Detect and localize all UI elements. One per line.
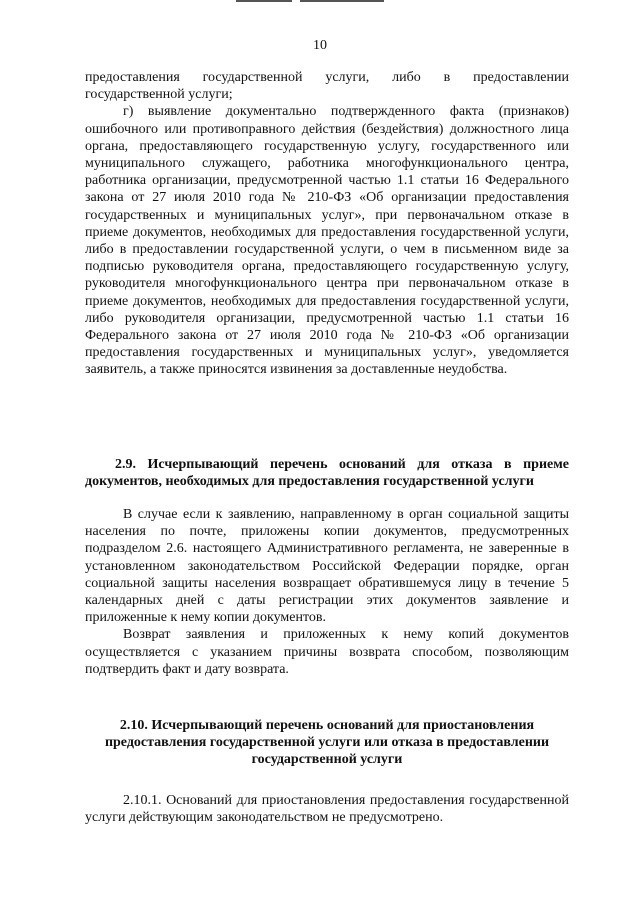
section-2-9-paragraph-2: Возврат заявления и приложенных к нему копий документов осуществляется с указанием причины возврата способом, позволяющим подтвердить факт и дату возврата. [85, 627, 569, 677]
top-scan-rule-left [236, 0, 292, 2]
item-g-paragraph: г) выявление документально подтвержденного факта (признаков) ошибочного или противоправного действия (бездействия) должностного лица органа, предоставляющего государственную услугу, государственного или муниципального служащего, работника многофункционального центра, работника организации, предусмотренной частью 1.1 статьи 16 Федерального закона от 27 июля 2010 года № 210-ФЗ «Об организации предоставления государственных и муниципальных услуг», при первоначальном отказе в приеме документов, необходимых для предоставления государственной услуги, либо в предоставлении государственной услуги, о чем в письменном виде за подписью руководителя органа, предоставляющего государственную услугу, руководителя многофункционального центра при первоначальном отказе в приеме документов, необходимых для предоставления государственной услуги, либо руководителя организации, предусмотренной частью 1.1 статьи 16 Федерального закона от 27 июля 2010 года № 210-ФЗ «Об организации предоставления государственных и муниципальных услуг», уведомляется заявитель, а также приносятся извинения за доставленные неудобства. [85, 104, 569, 378]
top-scan-rule-right [300, 0, 384, 2]
section-2-10-paragraph-1: 2.10.1. Оснований для приостановления предоставления государственной услуги действующим законодательством не предусмотрено. [85, 793, 569, 826]
section-2-10-heading-text: 2.10. Исчерпывающий перечень оснований для приостановления предоставления государственной услуги или отказа в предоставлении государственной услуги [104, 718, 550, 768]
section-2-10-body [85, 792, 569, 826]
top-section [85, 69, 569, 379]
page-number: 10 [313, 38, 327, 53]
section-2-9-heading [85, 456, 569, 490]
section-2-9-heading-text: 2.9. Исчерпывающий перечень оснований для отказа в приеме документов, необходимых для предоставления государственной услуги [85, 457, 569, 490]
section-2-10-heading [85, 717, 569, 769]
section-2-9-body [85, 506, 569, 678]
section-2-9-paragraph-1: В случае если к заявлению, направленному в орган социальной защиты населения по почте, приложены копии документов, предусмотренных подразделом 2.6. настоящего Административного регламента, не заверенные в установленном законодательством Российской Федерации порядке, орган социальной защиты населения возвращает обратившемуся лицу в течение 5 календарных дней с даты регистрации этих документов заявление и приложенные к нему копии документов. [85, 507, 569, 626]
continuation-paragraph: предоставления государственной услуги, либо в предоставлении государственной услуги; [85, 70, 569, 103]
